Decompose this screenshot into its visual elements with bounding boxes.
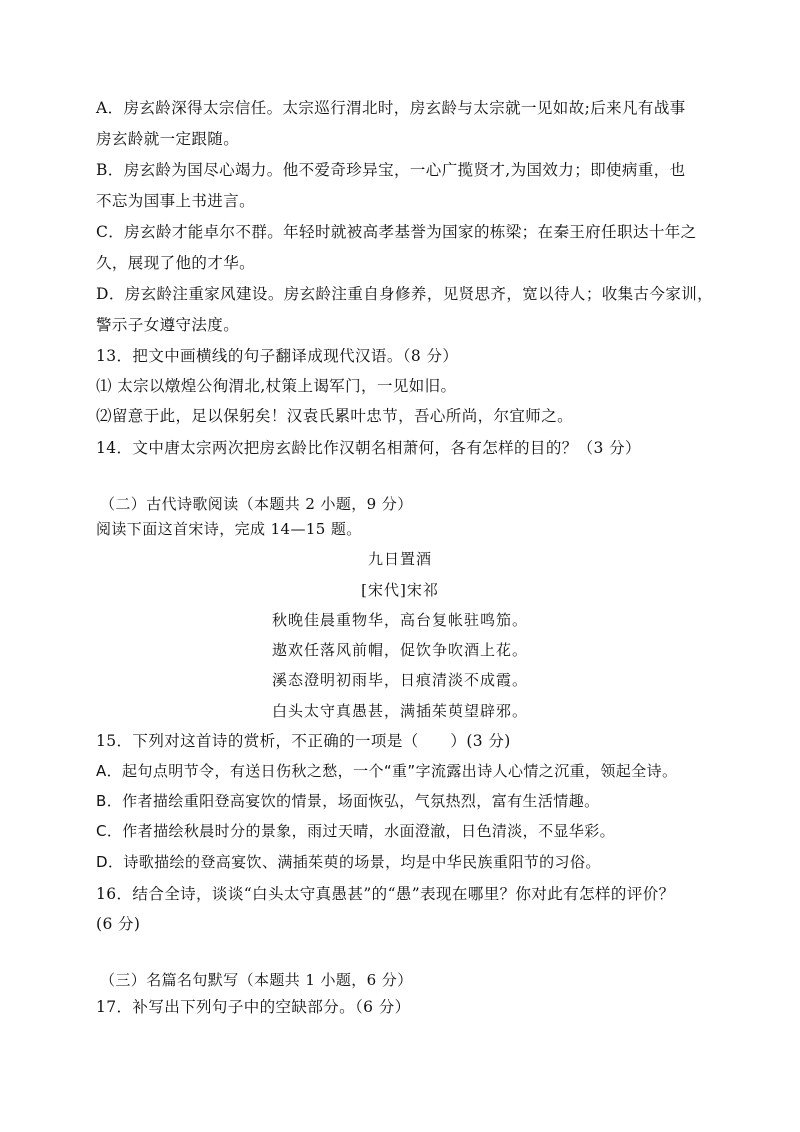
q13-title: 13．把文中画横线的句子翻译成现代汉语。（8 分） bbox=[96, 347, 459, 365]
q12-option-d-line2: 警示子女遵守法度。 bbox=[96, 316, 240, 334]
q15-option-c: C．作者描绘秋晨时分的景象，雨过天晴，水面澄澈，日色清淡，不显华彩。 bbox=[96, 822, 616, 840]
q15-title: 15．下列对这首诗的赏析，不正确的一项是（ ）(3 分) bbox=[96, 732, 511, 750]
q15-option-d: D．诗歌描绘的登高宴饮、满插茱萸的场景，均是中华民族重阳节的习俗。 bbox=[96, 853, 601, 871]
poem-line: 白头太守真愚甚，满插茱萸望辟邪。 bbox=[271, 702, 528, 720]
q12-option-b-line1: B．房玄龄为国尽心竭力。他不爱奇珍异宝，一心广揽贤才,为国效力；即使病重，也 bbox=[96, 161, 686, 179]
q12-option-b-line2: 不忘为国事上书进言。 bbox=[96, 192, 256, 210]
section2-heading: （二）古代诗歌阅读（本题共 2 小题，9 分） bbox=[100, 495, 413, 513]
q14-title: 14．文中唐太宗两次把房玄龄比作汉朝名相萧何，各有怎样的目的？（3 分） bbox=[96, 439, 641, 457]
poem-line: 秋晚佳晨重物华，高台复帐驻鸣笳。 bbox=[271, 611, 528, 629]
q12-option-c-line1: C．房玄龄才能卓尔不群。年轻时就被高孝基誉为国家的栋梁；在秦王府任职达十年之 bbox=[96, 223, 697, 241]
poem-author: [宋代]宋祁 bbox=[361, 581, 439, 599]
q13-sentence-2: ⑵留意于此，足以保躬矣！汉袁氏累叶忠节，吾心所尚，尔宜师之。 bbox=[96, 407, 574, 425]
q12-option-a-line2: 房玄龄就一定跟随。 bbox=[96, 130, 240, 148]
q15-option-b: B．作者描绘重阳登高宴饮的情景，场面恢弘，气氛热烈，富有生活情趣。 bbox=[96, 792, 600, 810]
section2-intro: 阅读下面这首宋诗，完成 14—15 题。 bbox=[96, 520, 362, 538]
q13-sentence-1: ⑴ 太宗以燉煌公徇渭北,杖策上谒军门，一见如旧。 bbox=[96, 377, 457, 395]
poem-title: 九日置酒 bbox=[367, 550, 432, 568]
poem-line: 遨欢任落风前帽，促饮争吹酒上花。 bbox=[271, 641, 528, 659]
q12-option-d-line1: D．房玄龄注重家风建设。房玄龄注重自身修养，见贤思齐，宽以待人；收集古今家训， bbox=[96, 285, 714, 303]
q15-option-a: A．起句点明节令，有送日伤秋之愁，一个“重”字流露出诗人心情之沉重，领起全诗。 bbox=[96, 762, 678, 780]
q12-option-c-line2: 久，展现了他的才华。 bbox=[96, 254, 256, 272]
section3-heading: （三）名篇名句默写（本题共 1 小题，6 分） bbox=[100, 971, 413, 989]
q12-option-a-line1: A．房玄龄深得太宗信任。太宗巡行渭北时，房玄龄与太宗就一见如故;后来凡有战事 bbox=[96, 99, 686, 117]
poem-line: 溪态澄明初雨毕，日痕清淡不成霞。 bbox=[271, 671, 528, 689]
q17-title: 17．补写出下列句子中的空缺部分。（6 分） bbox=[96, 998, 411, 1016]
q16-line2: (6 分) bbox=[96, 915, 141, 933]
q16-line1: 16．结合全诗，谈谈“白头太守真愚甚”的“愚”表现在哪里？你对此有怎样的评价？ bbox=[96, 885, 675, 903]
